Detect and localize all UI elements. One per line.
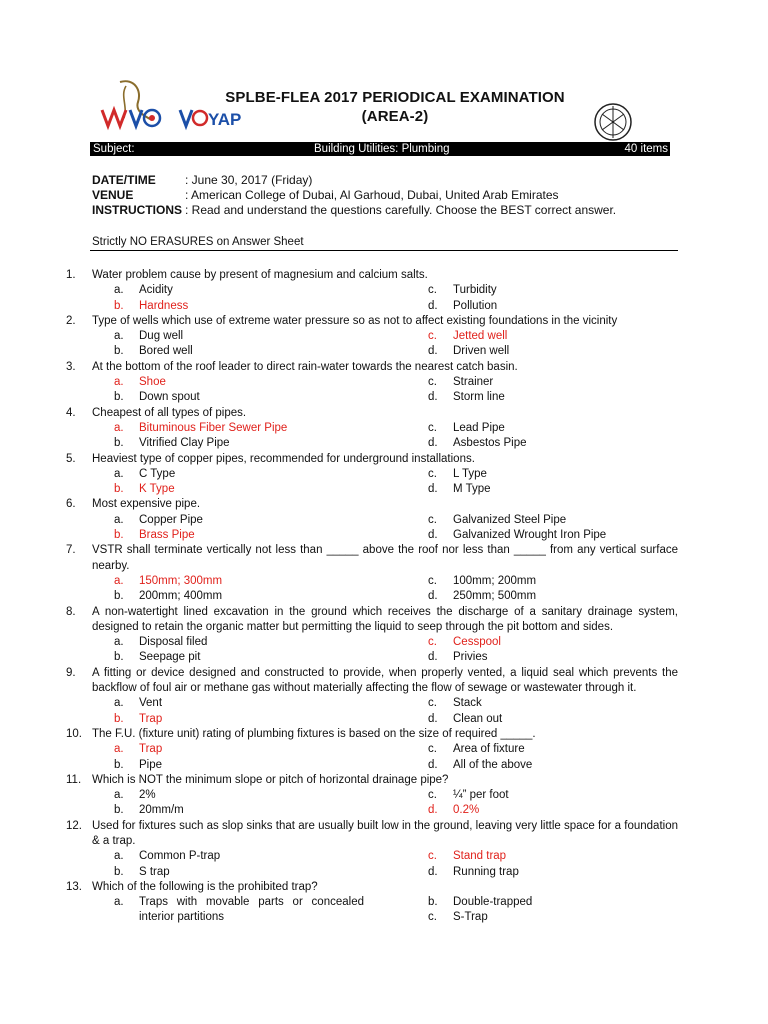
option-letter: d. [428, 865, 438, 878]
question-number: 10. [66, 727, 82, 740]
question-item [66, 314, 678, 360]
option-letter: c. [428, 284, 437, 297]
option-letter: d. [428, 590, 438, 603]
question-text: 4. Cheapest of all types of pipes. [66, 406, 678, 421]
header-divider [90, 250, 678, 251]
option-letter: a. [114, 421, 124, 434]
question-text: 13. Which of the following is the prohibited trap? [66, 880, 678, 895]
question-text: 1. Water problem cause by present of magnesium and calcium salts. [66, 268, 678, 283]
options-row [66, 696, 678, 711]
options-row [66, 895, 678, 926]
option-text: 150mm; 300mm [139, 574, 223, 587]
option-text: Trap [139, 712, 163, 725]
question-text: 6. Most expensive pipe. [66, 497, 678, 512]
option-text: Traps with movable parts or concealed interior partitions [139, 896, 364, 924]
question-item [66, 773, 678, 819]
option-text: Brass Pipe [139, 529, 195, 542]
option-text: Trap [139, 743, 163, 756]
seal-icon [588, 100, 638, 144]
question-text: 12. Used for fixtures such as slop sinks that are usually built low in the ground, leaving very little space for a foundation & a trap. [66, 819, 678, 847]
question-number: 5. [66, 452, 76, 465]
option-text: 0.2% [453, 804, 480, 817]
exam-title-line1: SPLBE-FLEA 2017 PERIODICAL EXAMINATION [225, 89, 565, 106]
option-text: Pipe [139, 758, 163, 771]
option-text: Lead Pipe [453, 421, 505, 434]
option-letter: b. [114, 391, 124, 404]
options-row [66, 344, 678, 359]
question-item [66, 452, 678, 498]
question-list [66, 268, 678, 926]
options-row [66, 865, 678, 880]
question-item [66, 543, 678, 604]
option-text: Stack [453, 697, 482, 710]
option-text: ¼” per foot [453, 789, 509, 802]
option-text: 20mm/m [139, 804, 184, 817]
question-text: 2. Type of wells which use of extreme water pressure so as not to affect existing foundations in the vicinity [66, 314, 678, 329]
option-text: K Type [139, 483, 175, 496]
option-letter: c. [428, 636, 437, 649]
option-text: Privies [453, 651, 488, 664]
option-letter: a. [114, 896, 124, 909]
option-letter: a. [114, 467, 124, 480]
option-text: Pollution [453, 299, 498, 312]
option-text: Vitrified Clay Pipe [139, 437, 230, 450]
option-text: Clean out [453, 712, 503, 725]
option-text: S-Trap [453, 911, 488, 924]
option-letter: b. [114, 529, 124, 542]
options-row [66, 589, 678, 604]
option-letter: a. [114, 330, 124, 343]
option-letter: b. [114, 651, 124, 664]
question-text: 5. Heaviest type of copper pipes, recommended for underground installations. [66, 452, 678, 467]
subject-topic: Building Utilities: Plumbing [314, 143, 450, 155]
option-letter: c. [428, 911, 437, 924]
option-letter: a. [114, 376, 124, 389]
option-text: All of the above [453, 758, 533, 771]
options-row [66, 528, 678, 543]
option-letter: d. [428, 299, 438, 312]
option-letter: c. [428, 697, 437, 710]
question-text: 9. A fitting or device designed and constructed to provide, when properly vented, a liquid seal which prevents the backflow of foul air or methane gas without materially affecting the flow of sewage or wastewater through it. [66, 666, 678, 695]
question-text: 7. VSTR shall terminate vertically not less than _____ above the roof nor less than _____ from any vertical surface nearby. [66, 544, 678, 572]
option-letter: b. [114, 758, 124, 771]
option-letter: b. [114, 865, 124, 878]
question-item [66, 406, 678, 452]
exam-title [205, 88, 585, 126]
option-text: Strainer [453, 376, 494, 389]
question-number: 1. [66, 269, 76, 281]
options-row [66, 329, 678, 344]
option-letter: d. [428, 391, 438, 404]
option-text: Turbidity [453, 284, 497, 297]
options-row [66, 635, 678, 650]
option-letter: d. [428, 651, 438, 664]
option-letter: b. [114, 299, 124, 312]
option-letter: c. [428, 743, 437, 756]
question-number: 9. [66, 666, 76, 679]
option-letter: d. [428, 712, 438, 725]
question-text: 10. The F.U. (fixture unit) rating of plumbing fixtures is based on the size of required _____. [66, 727, 678, 742]
question-item [66, 360, 678, 406]
option-letter: a. [114, 636, 124, 649]
option-letter: a. [114, 697, 124, 710]
option-letter: b. [114, 345, 124, 358]
option-text: M Type [453, 483, 491, 496]
question-item [66, 497, 678, 543]
options-row [66, 788, 678, 803]
option-text: Disposal filed [139, 636, 208, 649]
option-letter: a. [114, 789, 124, 802]
option-letter: a. [114, 743, 124, 756]
question-number: 8. [66, 605, 76, 618]
option-text: Shoe [139, 376, 166, 389]
option-text: Galvanized Steel Pipe [453, 513, 567, 526]
option-letter: d. [428, 345, 438, 358]
options-row [66, 513, 678, 528]
options-row [66, 467, 678, 482]
yap-logo-text: YAP [208, 110, 242, 129]
option-text: Driven well [453, 345, 510, 358]
question-item [66, 666, 678, 727]
option-text: 250mm; 500mm [453, 590, 537, 603]
option-letter: c. [428, 376, 437, 389]
question-number: 3. [66, 360, 76, 373]
option-text: Galvanized Wrought Iron Pipe [453, 529, 607, 542]
options-row [66, 482, 678, 497]
exam-title-line2: (AREA-2) [361, 108, 429, 125]
option-text: Jetted well [453, 330, 508, 343]
options-row [66, 849, 678, 864]
option-letter: d. [428, 483, 438, 496]
meta-venue-value: : American College of Dubai, Al Garhoud, Dubai, United Arab Emirates [185, 188, 559, 202]
meta-instructions-value: : Read and understand the questions carefully. Choose the BEST correct answer. [185, 203, 617, 217]
option-text: S trap [139, 865, 170, 878]
option-letter: c. [428, 789, 437, 802]
option-text: Double-trapped [453, 896, 533, 909]
subject-label: Subject: [93, 143, 135, 155]
option-letter: a. [114, 574, 124, 587]
option-letter: c. [428, 330, 437, 343]
option-letter: a. [114, 284, 124, 297]
question-text: 8. A non-watertight lined excavation in the ground which receives the discharge of a sanitary drainage system, designed to retain the organic matter but permitting the liquid to seep through the pit bottom and sides. [66, 605, 678, 633]
options-row [66, 421, 678, 436]
option-letter: c. [428, 421, 437, 434]
option-letter: b. [428, 896, 438, 909]
option-letter: c. [428, 467, 437, 480]
question-number: 7. [66, 544, 76, 557]
option-text: Asbestos Pipe [453, 437, 527, 450]
options-row [66, 758, 678, 773]
option-letter: a. [114, 850, 124, 863]
option-text: Running trap [453, 865, 519, 878]
option-letter: c. [428, 850, 437, 863]
option-text: Stand trap [453, 850, 507, 863]
options-row [66, 390, 678, 405]
option-letter: c. [428, 513, 437, 526]
option-text: Common P-trap [139, 850, 221, 863]
question-item [66, 880, 678, 926]
question-text: 11. Which is NOT the minimum slope or pitch of horizontal drainage pipe? [66, 773, 678, 788]
options-row [66, 712, 678, 727]
option-text: Cesspool [453, 636, 501, 649]
question-number: 6. [66, 498, 76, 511]
options-row [66, 803, 678, 818]
option-letter: d. [428, 804, 438, 817]
erasure-note: Strictly NO ERASURES on Answer Sheet [92, 236, 304, 248]
option-letter: b. [114, 712, 124, 725]
question-item [66, 819, 678, 880]
question-item [66, 268, 678, 314]
option-text: 100mm; 200mm [453, 574, 537, 587]
meta-instructions-key: INSTRUCTIONS [92, 203, 182, 217]
item-count: 40 items [624, 143, 668, 155]
option-text: Vent [139, 697, 163, 710]
option-letter: a. [114, 513, 124, 526]
question-number: 11. [66, 773, 82, 786]
option-letter: d. [428, 529, 438, 542]
question-number: 12. [66, 819, 82, 832]
options-row [66, 574, 678, 589]
options-row [66, 375, 678, 390]
option-text: Hardness [139, 299, 189, 312]
option-text: Bituminous Fiber Sewer Pipe [139, 421, 288, 434]
option-text: Bored well [139, 345, 193, 358]
option-letter: b. [114, 590, 124, 603]
option-letter: d. [428, 758, 438, 771]
option-letter: b. [114, 483, 124, 496]
question-item [66, 727, 678, 773]
options-row [66, 299, 678, 314]
option-text: 200mm; 400mm [139, 590, 223, 603]
option-text: Down spout [139, 391, 200, 404]
question-item [66, 605, 678, 666]
option-text: C Type [139, 467, 176, 480]
option-text: Area of fixture [453, 743, 525, 756]
options-row [66, 650, 678, 665]
subject-bar [90, 142, 670, 156]
option-letter: c. [428, 574, 437, 587]
question-text: 3. At the bottom of the roof leader to direct rain-water towards the nearest catch basin. [66, 360, 678, 375]
option-text: Copper Pipe [139, 513, 203, 526]
option-text: Seepage pit [139, 651, 201, 664]
meta-date-key: DATE/TIME [92, 173, 156, 187]
option-letter: d. [428, 437, 438, 450]
question-number: 4. [66, 406, 76, 419]
options-row [66, 742, 678, 757]
option-text: Dug well [139, 330, 184, 343]
option-letter: b. [114, 437, 124, 450]
options-row [66, 436, 678, 451]
option-text: L Type [453, 467, 487, 480]
question-number: 2. [66, 314, 76, 327]
option-letter: b. [114, 804, 124, 817]
question-number: 13. [66, 880, 82, 893]
options-row [66, 283, 678, 298]
option-text: 2% [139, 789, 156, 802]
option-text: Acidity [139, 284, 173, 297]
option-text: Storm line [453, 391, 505, 404]
meta-date-value: : June 30, 2017 (Friday) [185, 173, 313, 187]
meta-venue-key: VENUE [92, 188, 134, 202]
